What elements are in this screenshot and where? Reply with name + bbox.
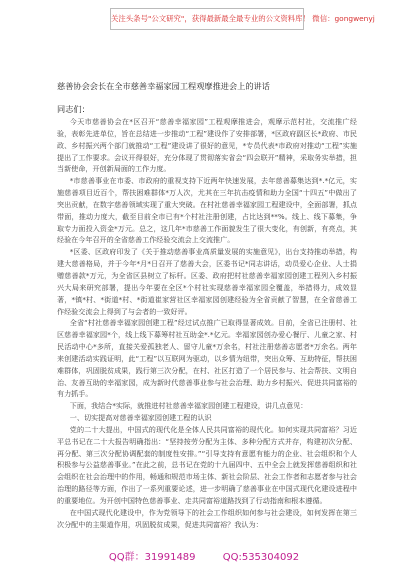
paragraph: *市慈善事业在市委、市政府的重视支持下近两年快速发展，去年慈善募集达到*.*亿元，实施慈善项目近百个，帮扶困难群体*万人次，尤其在三年抗击疫情和助力全国“十四五”中做出了突出贡献，在数字慈善领域实现了重大突破。在村社慈善幸福家园工程建设中，全面部署，抓点带面，推动力度大，截至目前全市已有*个村社注册创建，占比达到**%。线上、线下募集，争取专力面投入资金*万元。总之，这几年*市慈善工作面貌发生了很大变化，有创新，有亮点，其经验在今年召开的全省慈善工作经验交流会上交流推广。 bbox=[57, 176, 357, 245]
qq-text: QQ:535304092 bbox=[222, 552, 300, 563]
speech-body bbox=[57, 116, 357, 531]
paragraph: 在中国式现代化建设中，作为党领导下的社会工作组织如何参与社会建设，如何发挥在第三次分配中的主渠道作用，巩固脱贫成果，促进共同富裕？我认为： bbox=[57, 507, 357, 529]
paragraph: 下面，我结合*实际，就推进村社慈善幸福家园创建工程建设，讲几点意见： bbox=[69, 401, 308, 411]
contact-footer bbox=[0, 548, 408, 563]
qq-group-text: QQ群：31991489 bbox=[108, 552, 196, 563]
paragraph: 党的二十大提出，中国式的现代化是全体人民共同富裕的现代化。如何实现共同富裕？习近平总书记在二十大报告明确指出：“坚持按劳分配为主体、多种分配方式并存，构建初次分配、再分配、第三次分配协调配套的制度性安排。”“引导支持有意愿有能力的企业、社会组织和个人积极参与公益慈善事业。”在此之前，总书记在党的十九届四中、五中全会上就发挥慈善组织和社会组织在社会治理中的作用，畅通和规范市场主体、新社会阶层、社会工作者和志愿者参与社会治理的路径等方面，作出了一系列重要论述，进一步明确了慈善事业在中国式现代化建设进程中的重要地位。为开创中国特色慈善事业、走共同富裕道路找到了行动指南和根本遵循。 bbox=[57, 424, 357, 505]
salutation: 同志们： bbox=[57, 104, 90, 114]
paragraph: 全省“村社慈善幸福家园创建工程”经过试点推广已取得显著成效。目前，全省已注册村、社区慈善幸福家园*个，线上线下募筹村社互助金*.*亿元。幸福家园创办爱心餐厅、儿童之家、村民活动中心*多所，直接关爱孤独老人、留守儿童*万余名，村社注册慈善志愿者*万余名。两年来创建活动实践证明，此“工程”以互联网为驱动，以乡情为纽带，突出众筹、互助特征，帮扶困难群体，巩固脱贫成果，践行第三次分配，在村、社区打造了一个居民参与、社会帮扶、文明自治、友善互助的幸福家园，成为新时代慈善事业参与社会治理、助力乡村振兴、促进共同富裕的有力抓手。 bbox=[57, 318, 357, 399]
section-heading: 一、切实提高对慈善幸福家园创建工程的认识 bbox=[69, 413, 212, 423]
speech-title: 慈善协会会长在全市慈善幸福家园工程观摩推进会上的讲话 bbox=[57, 81, 270, 91]
paragraph: 今天市慈善协会在*区召开“慈善幸福家园”工程观摩推进会，观摩示范村社，交流推广经验，表彰先进单位，旨在总结进一步推动“工程”建设作了安排部署，*区政府副区长*政府、市民政、乡村振兴两个部门就推动“工程”建设讲了很好的意见，*专员代表*市政府对推动“工程”实施提出了工作要求。会议开得很好，充分体现了贯彻落实省会“四会联开”精神，采取务实举措，担当新使命，开创新局面的工作力度。 bbox=[57, 117, 357, 174]
promo-banner: 关注头条号"公文研究"，获得最新最全最专业的公文资料库！ 微信：gongwenyj bbox=[110, 8, 304, 30]
paragraph: *区委、区政府印发了《关于推动慈善事业高质量发展的实施意见》，出台支持推动举措，构建大慈善格局，并于今年*月*日召开了慈善大会，区委书记*同志讲话，动员爱心企业、人士捐赠慈善款*万元，为全省区县树立了标杆。区委、政府把村社慈善幸福家园创建工程列入乡村振兴大局来研究部署，提出今年要在全区*个村社实现慈善幸福家园全覆盖，举措得力，成效显著，*镇*村、*街道*村、*街道崔家营社区幸福家园创建经验为全省贡献了智慧，在全省慈善工作经验交流会上得到了与会者的一致好评。 bbox=[57, 247, 357, 316]
